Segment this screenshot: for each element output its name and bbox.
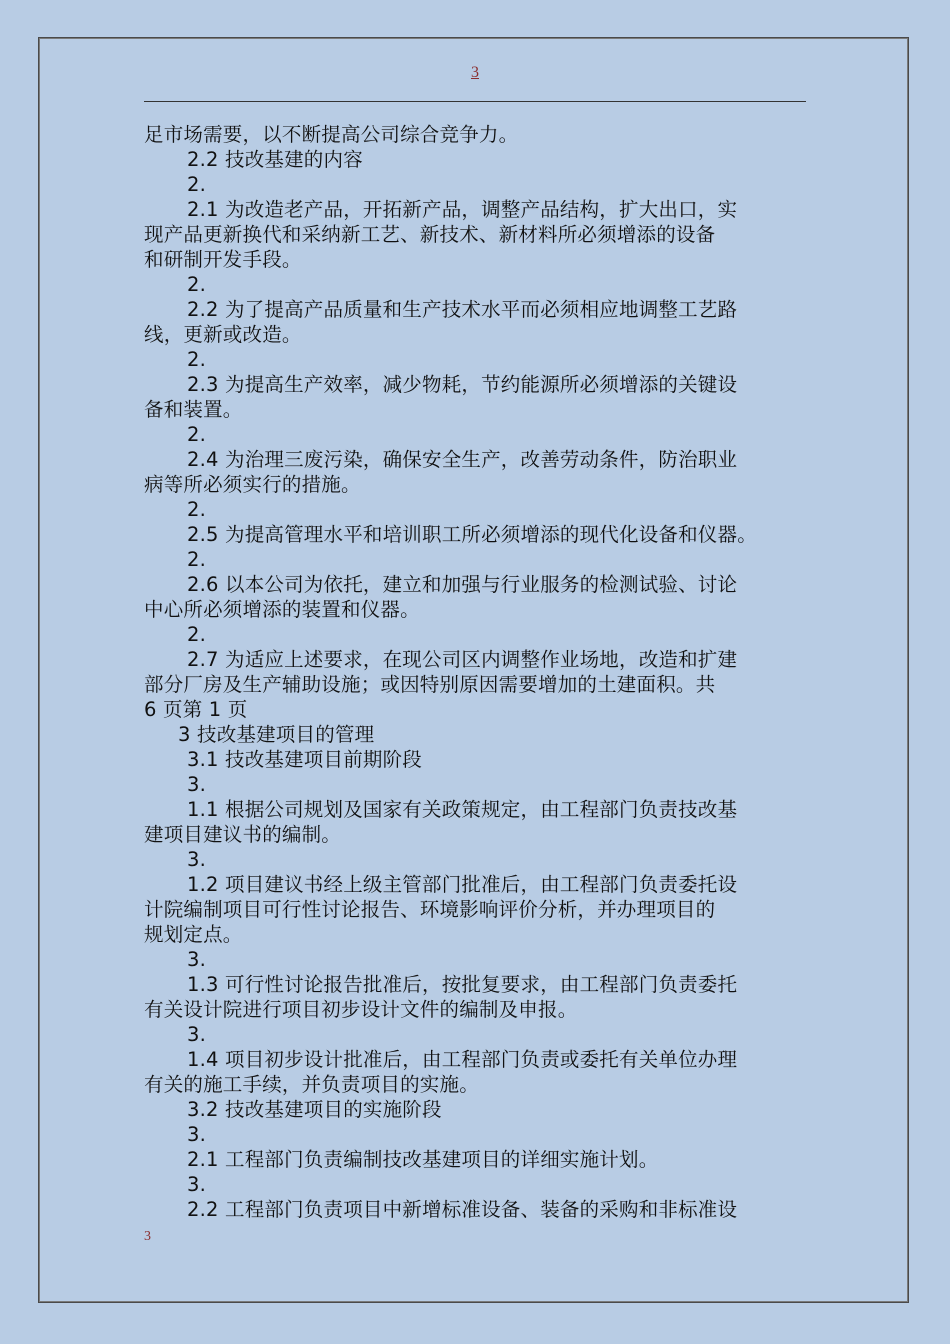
text-line: 2.2 为了提高产品质量和生产技术水平而必须相应地调整工艺路 bbox=[187, 298, 738, 321]
text-line: 2. bbox=[187, 273, 207, 296]
text-line: 规划定点。 bbox=[144, 923, 243, 946]
text-line: 现产品更新换代和采纳新工艺、新技术、新材料所必须增添的设备 bbox=[144, 223, 716, 246]
text-line: 2. bbox=[187, 348, 207, 371]
text-line: 2.4 为治理三废污染，确保安全生产，改善劳动条件，防治职业 bbox=[187, 448, 738, 471]
header-page-number: 3 bbox=[471, 64, 479, 81]
text-line: 2.6 以本公司为依托，建立和加强与行业服务的检测试验、讨论 bbox=[187, 573, 738, 596]
text-line: 3. bbox=[187, 848, 207, 871]
text-line: 有关的施工手续，并负责项目的实施。 bbox=[144, 1073, 479, 1096]
text-line: 2.1 工程部门负责编制技改基建项目的详细实施计划。 bbox=[187, 1148, 659, 1171]
text-line: 建项目建议书的编制。 bbox=[144, 823, 342, 846]
text-line: 2. bbox=[187, 548, 207, 571]
text-line: 中心所必须增添的装置和仪器。 bbox=[144, 598, 420, 621]
text-line: 2.2 工程部门负责项目中新增标准设备、装备的采购和非标准设 bbox=[187, 1198, 738, 1221]
text-line: 3.2 技改基建项目的实施阶段 bbox=[187, 1098, 442, 1121]
text-line: 1.1 根据公司规划及国家有关政策规定，由工程部门负责技改基 bbox=[187, 798, 738, 821]
text-line: 2. bbox=[187, 498, 207, 521]
text-line: 3.1 技改基建项目前期阶段 bbox=[187, 748, 423, 771]
text-line: 3. bbox=[187, 1173, 207, 1196]
text-line: 计院编制项目可行性讨论报告、环境影响评价分析，并办理项目的 bbox=[144, 898, 716, 921]
text-line: 足市场需要，以不断提高公司综合竞争力。 bbox=[144, 123, 519, 146]
text-line: 1.2 项目建议书经上级主管部门批准后，由工程部门负责委托设 bbox=[187, 873, 738, 896]
header-rule bbox=[144, 101, 806, 102]
text-line: 1.4 项目初步设计批准后，由工程部门负责或委托有关单位办理 bbox=[187, 1048, 738, 1071]
text-line: 有关设计院进行项目初步设计文件的编制及申报。 bbox=[144, 998, 578, 1021]
text-line: 3. bbox=[187, 1023, 207, 1046]
footer-page-number: 3 bbox=[144, 1229, 151, 1244]
text-line: 2.3 为提高生产效率，减少物耗，节约能源所必须增添的关键设 bbox=[187, 373, 738, 396]
text-line: 2.1 为改造老产品，开拓新产品，调整产品结构，扩大出口，实 bbox=[187, 198, 738, 221]
text-line: 部分厂房及生产辅助设施；或因特别原因需要增加的土建面积。共 bbox=[144, 673, 716, 696]
text-line: 3. bbox=[187, 948, 207, 971]
text-line: 病等所必须实行的措施。 bbox=[144, 473, 361, 496]
text-line: 2.7 为适应上述要求，在现公司区内调整作业场地，改造和扩建 bbox=[187, 648, 738, 671]
text-line: 2. bbox=[187, 623, 207, 646]
text-line: 2. bbox=[187, 173, 207, 196]
text-line: 6 页第 1 页 bbox=[144, 698, 248, 721]
text-line: 线，更新或改造。 bbox=[144, 323, 302, 346]
text-line: 备和装置。 bbox=[144, 398, 243, 421]
text-line: 2.5 为提高管理水平和培训职工所必须增添的现代化设备和仪器。 bbox=[187, 523, 757, 546]
text-line: 3. bbox=[187, 773, 207, 796]
text-line: 2. bbox=[187, 423, 207, 446]
text-line: 1.3 可行性讨论报告批准后，按批复要求，由工程部门负责委托 bbox=[187, 973, 738, 996]
text-line: 和研制开发手段。 bbox=[144, 248, 302, 271]
text-line: 3. bbox=[187, 1123, 207, 1146]
document-body bbox=[144, 122, 809, 1222]
text-line: 2.2 技改基建的内容 bbox=[187, 148, 363, 171]
text-line: 3 技改基建项目的管理 bbox=[178, 723, 375, 746]
